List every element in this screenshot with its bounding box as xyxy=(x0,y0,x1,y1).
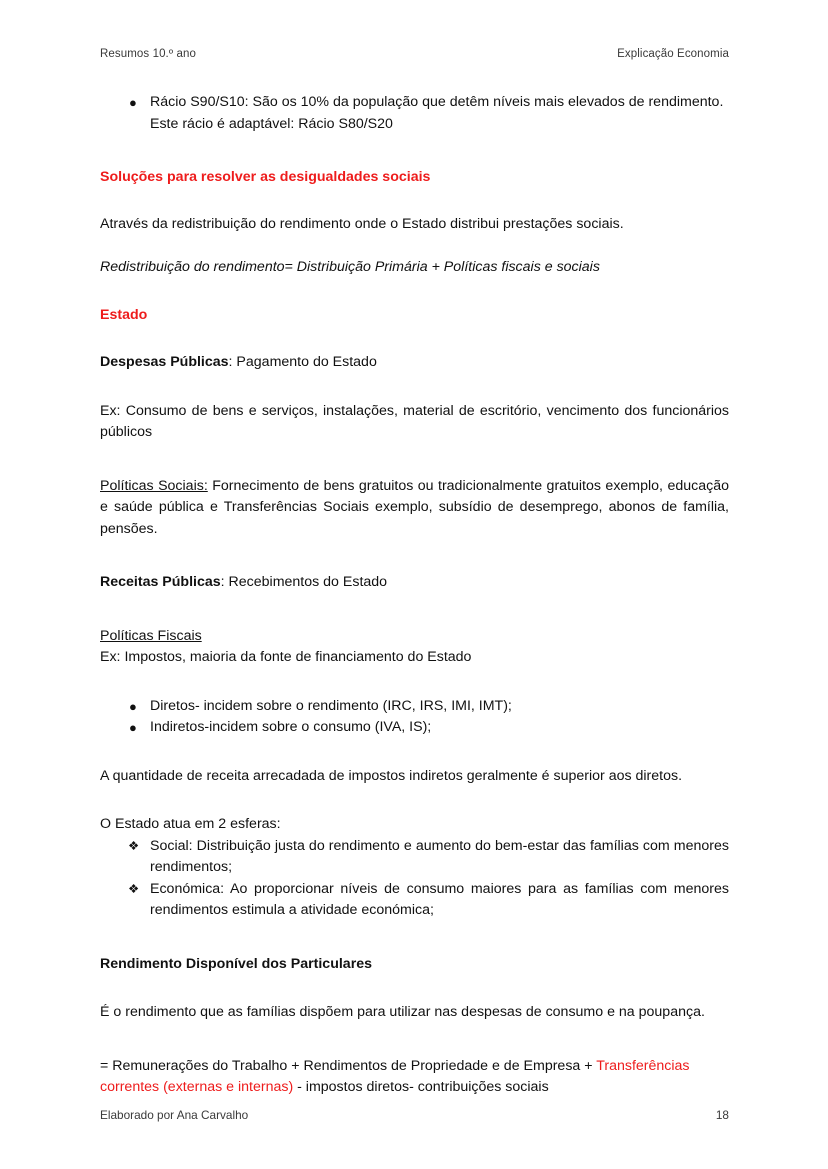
paragraph-ex-consumo: Ex: Consumo de bens e serviços, instalações, material de escritório, vencimento dos funcionários públicos xyxy=(100,402,729,440)
diamond-bullet-icon: ❖ xyxy=(128,881,140,896)
section-heading-rendimento: Rendimento Disponível dos Particulares xyxy=(100,955,372,972)
politicas-fiscais-label: Políticas Fiscais xyxy=(100,627,202,644)
bullet-icon: ● xyxy=(129,720,137,735)
footer-author: Elaborado por Ana Carvalho xyxy=(100,1108,249,1122)
politicas-sociais-label: Políticas Sociais: xyxy=(100,477,208,494)
receitas-publicas-rest: : Recebimentos do Estado xyxy=(220,574,388,590)
list-item xyxy=(100,92,729,135)
section-heading-solucoes: Soluções para resolver as desigualdades sociais xyxy=(100,169,431,185)
formula-black-start: = Remunerações do Trabalho + Rendimentos de Propriedade e de Empresa + xyxy=(100,1057,597,1074)
impostos-item-text: Diretos- incidem sobre o rendimento (IRC, IRS, IMI, IMT); xyxy=(150,697,512,714)
receitas-publicas-label: Receitas Públicas xyxy=(100,574,221,590)
diamond-bullet-icon: ❖ xyxy=(128,838,140,853)
formula-redistribuicao: Redistribuição do rendimento= Distribuição Primária + Políticas fiscais e sociais xyxy=(100,258,600,275)
header-left-text: Resumos 10.º ano xyxy=(100,48,196,60)
despesas-publicas-rest: : Pagamento do Estado xyxy=(228,354,377,370)
paragraph-politicas-sociais xyxy=(100,476,729,541)
esfera-item-text: Social: Distribuição justa do rendimento e aumento do bem-estar das famílias com menores rendimentos; xyxy=(150,837,729,875)
politicas-sociais-rest: Fornecimento de bens gratuitos ou tradicionalmente gratuitos exemplo, educação e saúde pública e Transferências Sociais exemplo, subsídio de desemprego, abonos de família, pensões. xyxy=(100,477,729,537)
page-footer xyxy=(100,1108,729,1122)
section-heading-estado: Estado xyxy=(100,307,148,323)
esferas-bullet-list xyxy=(100,836,729,922)
bullet-icon: ● xyxy=(129,698,137,714)
paragraph-redistribuicao: Através da redistribuição do rendimento onde o Estado distribui prestações sociais. xyxy=(100,216,624,232)
ratio-bullet-subline: Este rácio é adaptável: Rácio S80/S20 xyxy=(150,115,393,132)
despesas-publicas-label: Despesas Públicas xyxy=(100,354,229,370)
list-item xyxy=(100,836,729,879)
footer-page-number: 18 xyxy=(715,1108,729,1122)
bullet-icon: ● xyxy=(129,95,137,110)
ratio-bullet-text: Rácio S90/S10: São os 10% da população que detêm níveis mais elevados de rendimento. xyxy=(150,94,724,110)
formula-red-part: Transferências correntes (externas e internas) xyxy=(100,1057,690,1095)
formula-black-end: - impostos diretos- contribuições sociais xyxy=(293,1079,549,1095)
document-body xyxy=(100,92,729,1099)
politicas-fiscais-example: Ex: Impostos, maioria da fonte de financiamento do Estado xyxy=(100,649,472,665)
paragraph-despesas-publicas xyxy=(100,352,729,374)
ratio-bullet-list xyxy=(100,92,729,135)
list-item xyxy=(100,879,729,922)
list-item xyxy=(100,717,729,739)
header-right-text: Explicação Economia xyxy=(617,48,729,60)
paragraph-receitas-publicas xyxy=(100,572,729,594)
paragraph-esferas: O Estado atua em 2 esferas: xyxy=(100,816,281,832)
formula-rendimento-disponivel xyxy=(100,1056,729,1099)
impostos-item-text: Indiretos-incidem sobre o consumo (IVA, IS); xyxy=(150,719,432,735)
page-header xyxy=(100,48,729,60)
esfera-item-text: Económica: Ao proporcionar níveis de consumo maiores para as famílias com menores rendimentos estimula a atividade económica; xyxy=(150,880,729,918)
impostos-bullet-list xyxy=(100,696,729,739)
list-item xyxy=(100,696,729,718)
paragraph-quantidade-receita: A quantidade de receita arrecadada de impostos indiretos geralmente é superior aos diretos. xyxy=(100,767,683,784)
paragraph-rendimento: É o rendimento que as famílias dispõem para utilizar nas despesas de consumo e na poupança. xyxy=(100,1004,705,1020)
